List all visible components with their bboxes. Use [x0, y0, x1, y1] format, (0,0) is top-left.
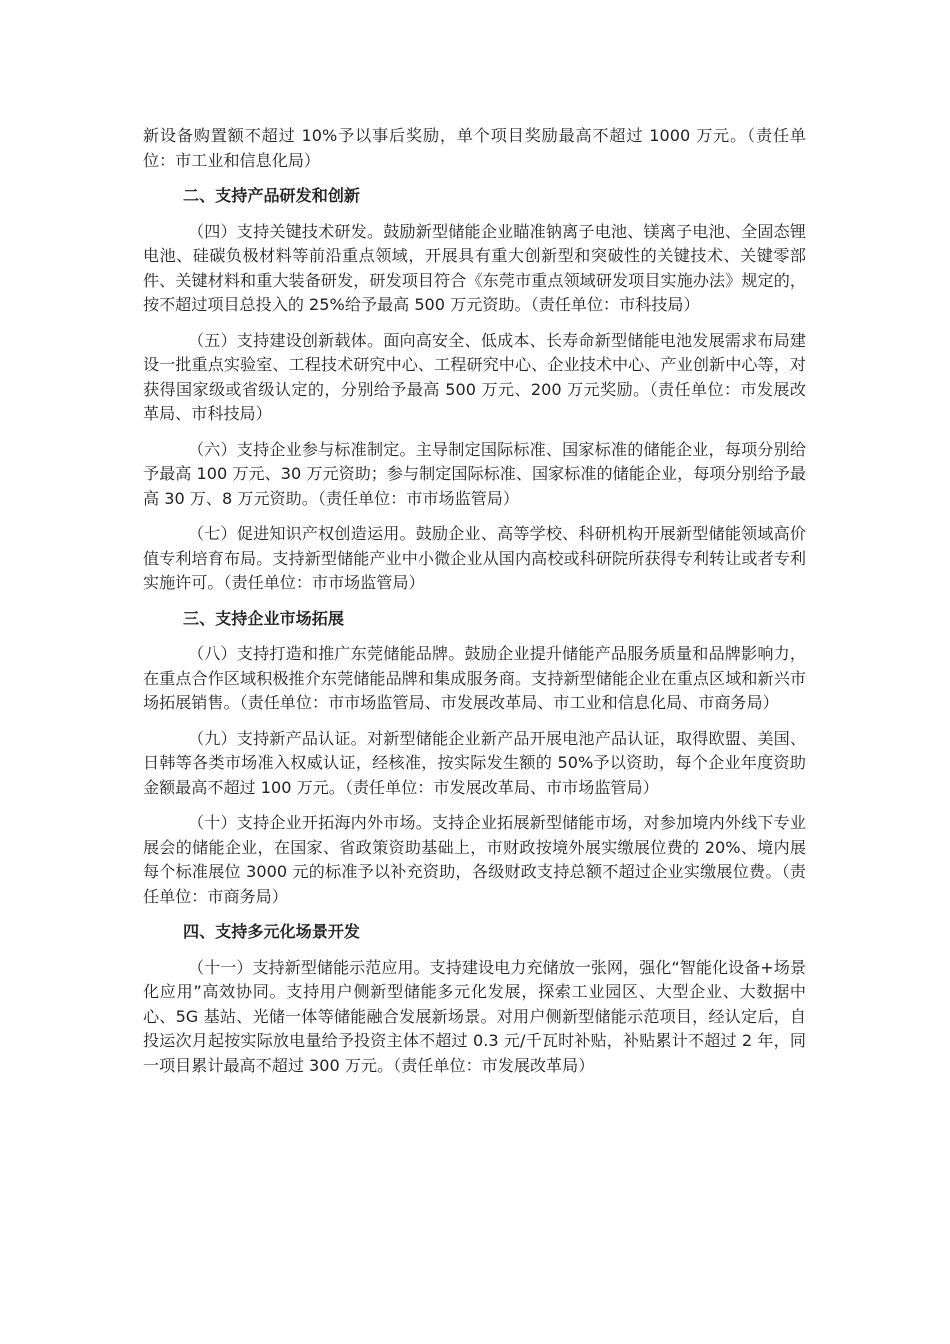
- section-heading-2: 二、支持产品研发和创新: [183, 186, 361, 205]
- paragraph-item-9: （九）支持新产品认证。对新型储能企业新产品开展电池产品认证，取得欧盟、美国、日韩等各类市场准入权威认证，经核准，按实际发生额的 50%予以资助，每个企业年度资助金额最高不超过 100 万元。（责任单位：市发展改革局、市市场监管局）: [143, 728, 806, 797]
- paragraph-continuation: 新设备购置额不超过 10%予以事后奖励，单个项目奖励最高不超过 1000 万元。（责任单位：市工业和信息化局）: [143, 126, 806, 170]
- section-heading-4: 四、支持多元化场景开发: [183, 922, 361, 941]
- paragraph-item-8: （八）支持打造和推广东莞储能品牌。鼓励企业提升储能产品服务质量和品牌影响力，在重点合作区域积极推介东莞储能品牌和集成服务商。支持新型储能企业在重点区域和新兴市场拓展销售。（责任单位：市市场监管局、市发展改革局、市工业和信息化局、市商务局）: [143, 644, 806, 712]
- paragraph-item-6: （六）支持企业参与标准制定。主导制定国际标准、国家标准的储能企业，每项分别给予最高 100 万元、30 万元资助；参与制定国际标准、国家标准的储能企业，每项分别给予最高 30 万、8 万元资助。（责任单位：市市场监管局）: [143, 439, 806, 508]
- paragraph-item-4: （四）支持关键技术研发。鼓励新型储能企业瞄准钠离子电池、镁离子电池、全固态锂电池、硅碳负极材料等前沿重点领域，开展具有重大创新型和突破性的关键技术、关键零部件、关键材料和重大装备研发，研发项目符合《东莞市重点领域研发项目实施办法》规定的，按不超过项目总投入的 25%给予最高 500 万元资助。（责任单位：市科技局）: [143, 221, 806, 314]
- paragraph-item-7: （七）促进知识产权创造运用。鼓励企业、高等学校、科研机构开展新型储能领域高价值专利培育布局。支持新型储能产业中小微企业从国内高校或科研院所获得专利转让或者专利实施许可。（责任单位：市市场监管局）: [143, 524, 806, 592]
- paragraph-item-5: （五）支持建设创新载体。面向高安全、低成本、长寿命新型储能电池发展需求布局建设一批重点实验室、工程技术研究中心、工程研究中心、企业技术中心、产业创新中心等，对获得国家级或省级认定的，分别给予最高 500 万元、200 万元奖励。（责任单位：市发展改革局、市科技局）: [143, 330, 806, 423]
- document-body: [143, 124, 806, 1089]
- paragraph-item-11: （十一）支持新型储能示范应用。支持建设电力充储放一张网，强化“智能化设备+场景化应用”高效协同。支持用户侧新型储能多元化发展，探索工业园区、大型企业、大数据中心、5G 基站、光储一体等储能融合发展新场景。对用户侧新型储能示范项目，经认定后，自投运次月起按实际放电量给予投资主体不超过 0.3 元/千瓦时补贴，补贴累计不超过 2 年，同一项目累计最高不超过 300 万元。（责任单位：市发展改革局）: [143, 957, 806, 1075]
- section-heading-3: 三、支持企业市场拓展: [183, 608, 344, 628]
- paragraph-item-10: （十）支持企业开拓海内外市场。支持企业拓展新型储能市场，对参加境内外线下专业展会的储能企业，在国家、省政策资助基础上，市财政按境外展实缴展位费的 20%、境内展每个标准展位 3000 元的标准予以补充资助，各级财政支持总额不超过企业实缴展位费。（责任单位：市商务局）: [143, 813, 806, 906]
